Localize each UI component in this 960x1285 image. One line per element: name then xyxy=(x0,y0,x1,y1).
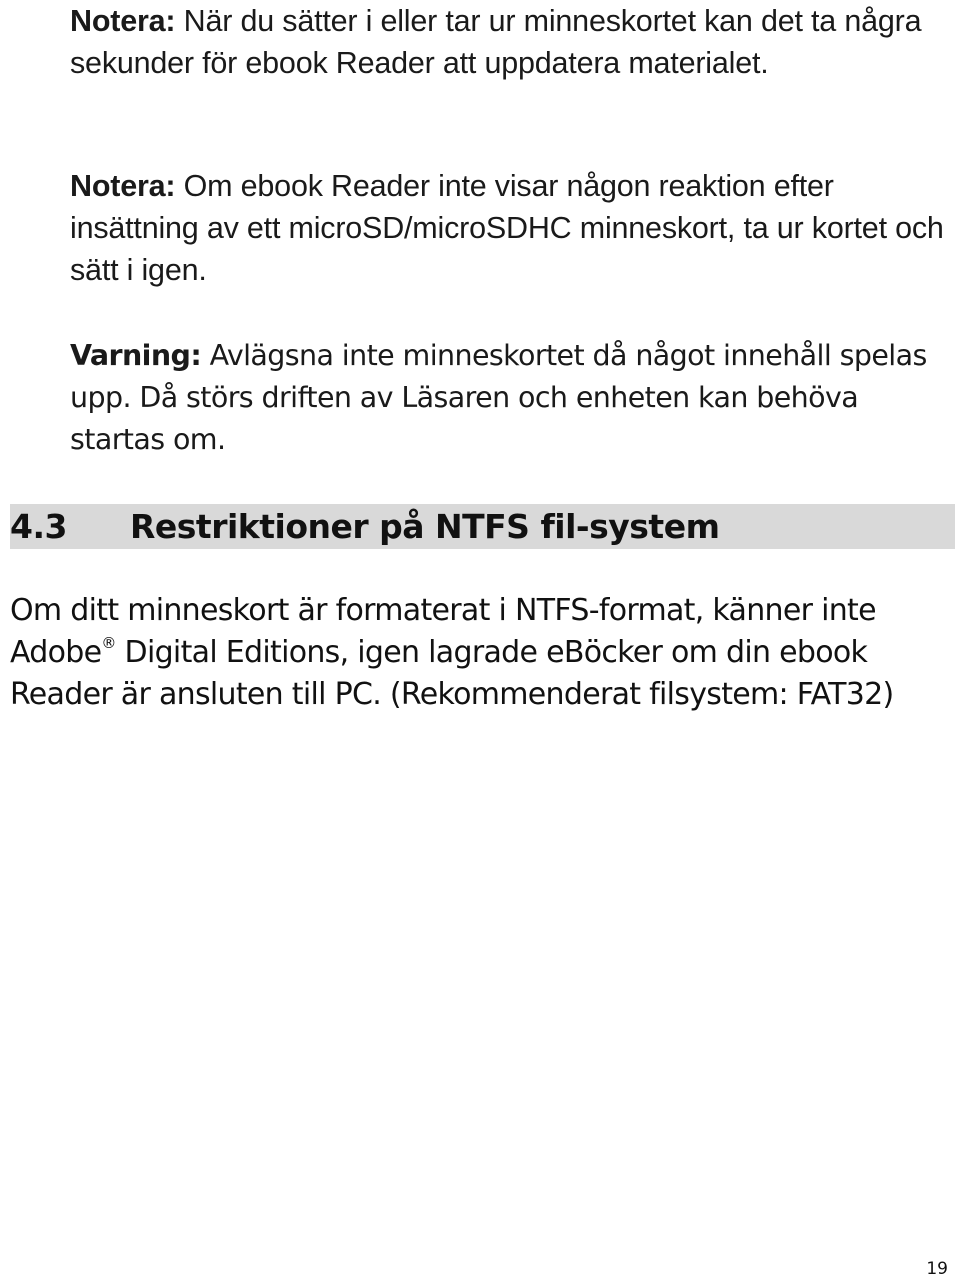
warning-remove-card xyxy=(70,335,950,461)
note-no-reaction xyxy=(70,165,950,291)
body-text-part1: Om ditt minneskort är formaterat i NTFS-format, känner inte Adobe xyxy=(10,593,876,670)
ntfs-restriction-paragraph xyxy=(10,590,955,716)
note-label: Notera: xyxy=(70,4,176,38)
warning-text: Avlägsna inte minneskortet då något innehåll spelas upp. Då störs driften av Läsaren och enheten kan behöva startas om. xyxy=(70,339,927,456)
note-text: Om ebook Reader inte visar någon reaktion efter insättning av ett microSD/microSDHC minneskort, ta ur kortet och sätt i igen. xyxy=(70,169,944,287)
section-heading xyxy=(10,504,955,549)
note-text: När du sätter i eller tar ur minneskortet kan det ta några sekunder för ebook Reader att uppdatera materialet. xyxy=(70,4,922,80)
note-memory-card-update xyxy=(70,0,950,84)
body-text-part2: Digital Editions, igen lagrade eBöcker om din ebook Reader är ansluten till PC. (Rekommenderat filsystem: FAT32) xyxy=(10,635,894,712)
section-number: 4.3 xyxy=(10,507,67,546)
registered-mark: ® xyxy=(101,634,116,652)
page-number: 19 xyxy=(926,1259,948,1279)
warning-label: Varning: xyxy=(70,339,202,372)
note-label: Notera: xyxy=(70,169,176,203)
section-title: Restriktioner på NTFS fil-system xyxy=(130,507,720,546)
